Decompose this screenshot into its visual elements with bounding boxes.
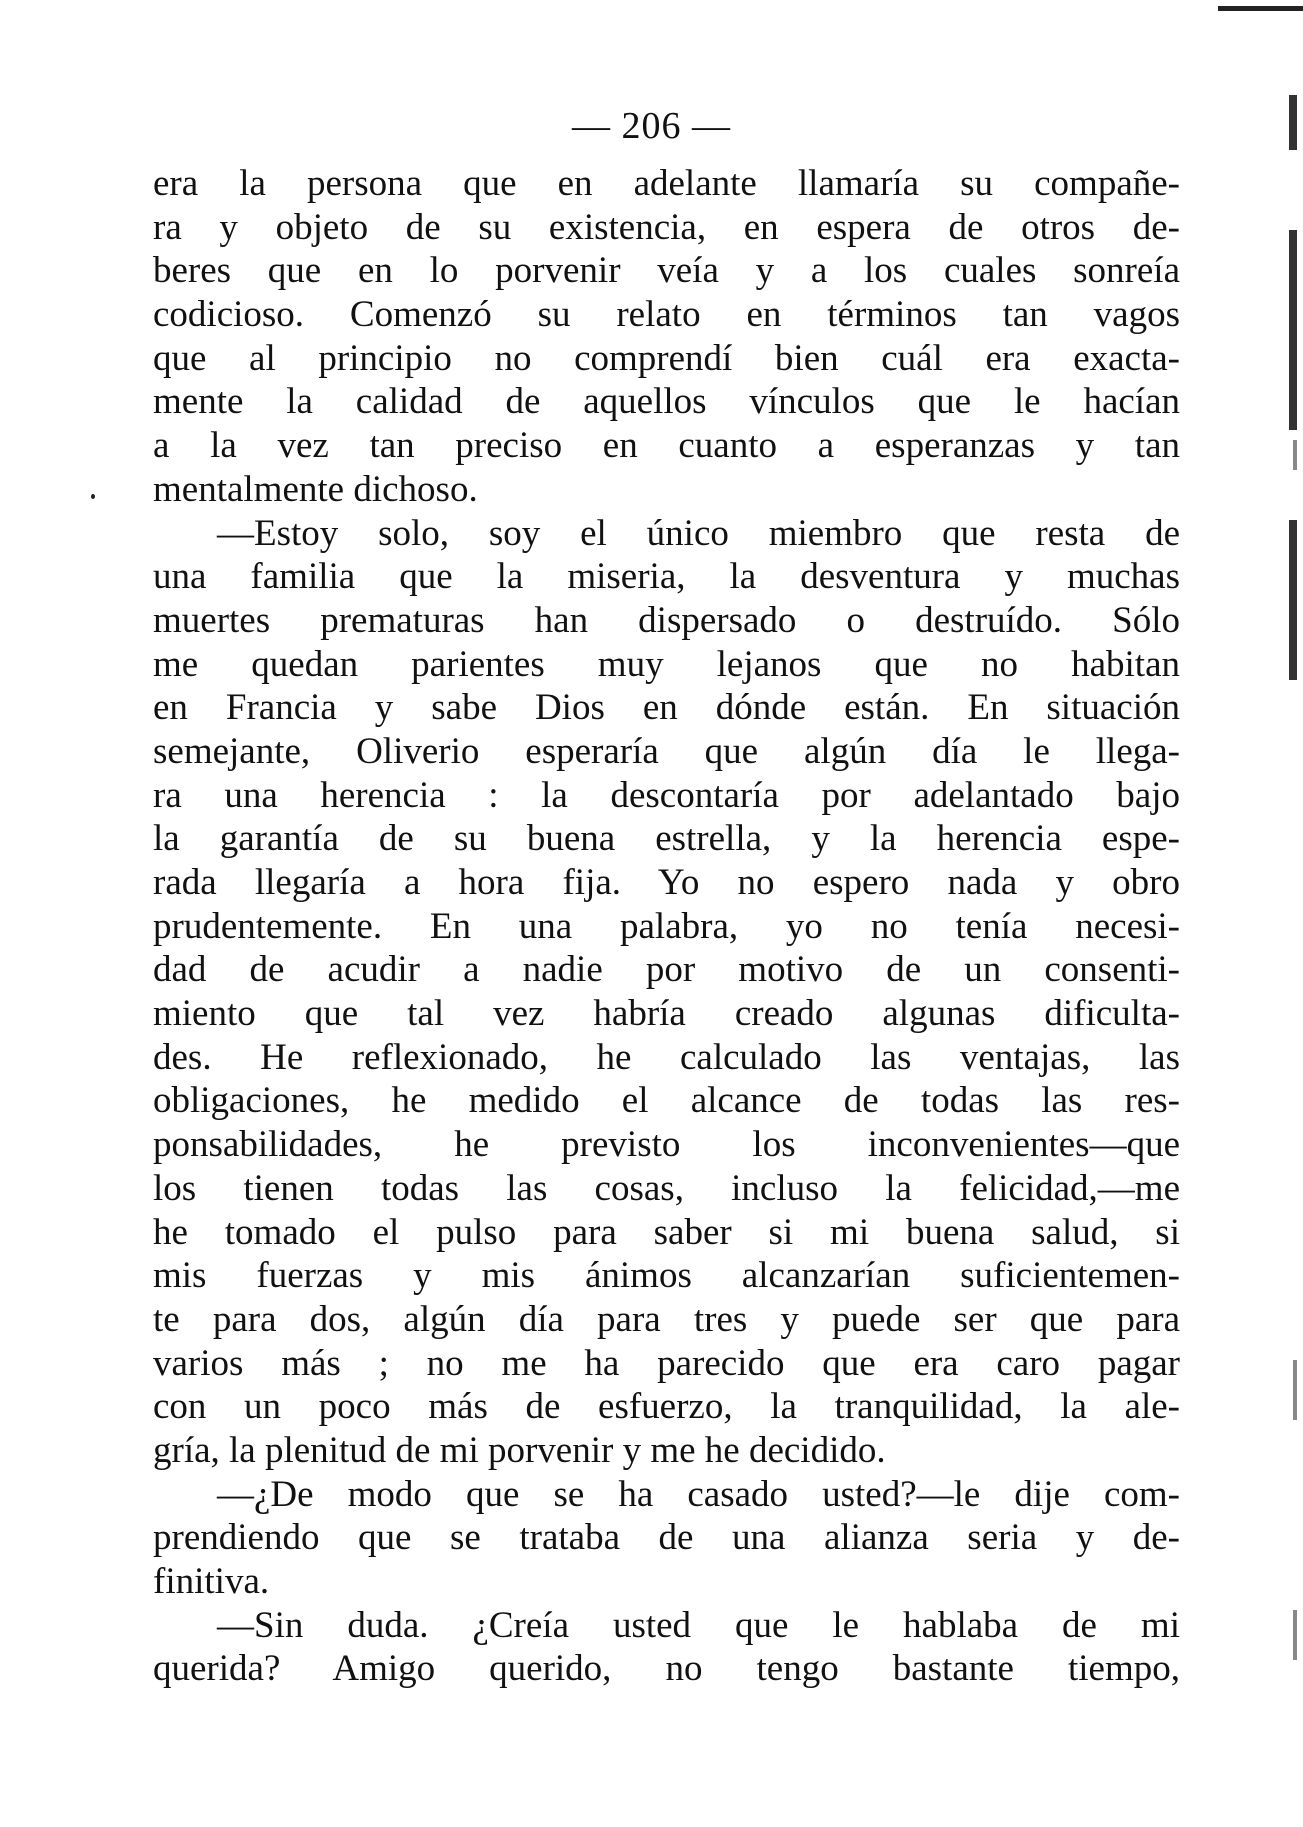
scan-edge-mark: [1293, 440, 1297, 470]
text-line: prudentemente. En una palabra, yo no tenía necesi-: [153, 905, 1180, 947]
text-line: prendiendo que se trataba de una alianza seria y de-: [153, 1517, 1180, 1559]
text-line: ra y objeto de su existencia, en espera de otros de-: [153, 206, 1180, 248]
text-line: mentalmente dichoso.: [153, 468, 478, 510]
text-line: —Sin duda. ¿Creía usted que le hablaba de mi: [217, 1604, 1180, 1646]
page-number: — 206 —: [572, 105, 731, 147]
text-line: rada llegaría a hora fija. Yo no espero nada y obro: [153, 862, 1180, 903]
scan-edge-rule: [1218, 6, 1303, 11]
text-line: semejante, Oliverio esperaría que algún día le llega-: [153, 730, 1180, 772]
text-line: varios más ; no me ha parecido que era caro pagar: [153, 1342, 1180, 1384]
text-line: miento que tal vez habría creado algunas dificulta-: [153, 993, 1180, 1035]
text-line: mente la calidad de aquellos vínculos que le hacían: [153, 381, 1180, 423]
text-line: mis fuerzas y mis ánimos alcanzarían suficientemen-: [153, 1255, 1180, 1297]
scan-edge-mark: [1289, 520, 1297, 680]
text-line: con un poco más de esfuerzo, la tranquilidad, la ale-: [153, 1386, 1180, 1428]
body-text: [153, 162, 1180, 1691]
text-line: los tienen todas las cosas, incluso la felicidad,—me: [153, 1167, 1180, 1209]
text-line: beres que en lo porvenir veía y a los cuales sonreía: [153, 250, 1180, 292]
text-line: te para dos, algún día para tres y puede ser que para: [153, 1298, 1180, 1340]
text-line: codicioso. Comenzó su relato en términos tan vagos: [153, 294, 1180, 336]
text-line: muertes prematuras han dispersado o destruído. Sólo: [153, 599, 1180, 641]
scan-edge-mark: [1293, 1610, 1297, 1660]
text-line: me quedan parientes muy lejanos que no habitan: [153, 643, 1180, 685]
text-line: querida? Amigo querido, no tengo bastante tiempo,: [153, 1648, 1180, 1690]
text-line: obligaciones, he medido el alcance de todas las res-: [153, 1080, 1180, 1122]
text-line: gría, la plenitud de mi porvenir y me he decidido.: [153, 1429, 886, 1471]
text-line: que al principio no comprendí bien cuál era exacta-: [153, 337, 1180, 379]
scan-edge-mark: [1289, 230, 1297, 430]
text-line: una familia que la miseria, la desventura y muchas: [153, 556, 1180, 598]
text-line: a la vez tan preciso en cuanto a esperanzas y tan: [153, 425, 1180, 467]
scan-edge-mark: [1293, 1360, 1297, 1420]
text-line: en Francia y sabe Dios en dónde están. En situación: [153, 687, 1180, 729]
text-line: des. He reflexionado, he calculado las ventajas, las: [153, 1036, 1180, 1078]
text-line: ra una herencia : la descontaría por adelantado bajo: [153, 774, 1180, 816]
text-line: la garantía de su buena estrella, y la herencia espe-: [153, 818, 1180, 860]
text-line: era la persona que en adelante llamaría su compañe-: [153, 163, 1180, 204]
text-line: ponsabilidades, he previsto los inconvenientes—que: [153, 1124, 1180, 1166]
text-line: —Estoy solo, soy el único miembro que resta de: [217, 512, 1180, 554]
text-line: finitiva.: [153, 1561, 270, 1602]
text-line: —¿De modo que se ha casado usted?—le dije com-: [217, 1473, 1180, 1515]
text-line: dad de acudir a nadie por motivo de un consenti-: [153, 949, 1180, 991]
ink-speck: [91, 494, 95, 499]
text-line: he tomado el pulso para saber si mi buena salud, si: [153, 1211, 1180, 1253]
